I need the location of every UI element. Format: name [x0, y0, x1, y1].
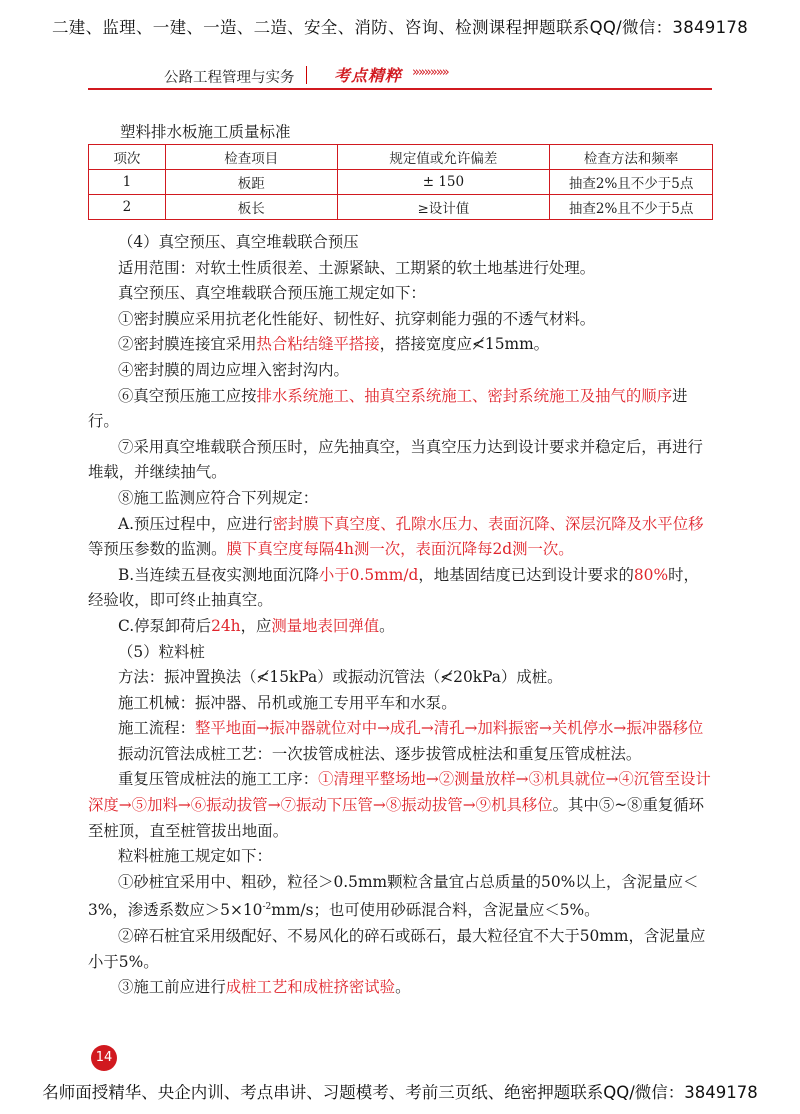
table-header-cell: 检查方法和频率 — [550, 145, 713, 170]
highlight-text: 小于0.5mm/d — [318, 565, 419, 584]
text-run: ，搭接宽度应≮15mm。 — [379, 335, 550, 354]
text-run: 进行。 — [88, 386, 688, 431]
text-run: ②密封膜连接宜采用 — [118, 335, 257, 354]
text-run: ①砂桩宜采用中、粗砂，粒径＞0.5mm颗粒含量宜占总质量的50%以上，含泥量应＜3%，渗透系数应＞5×10 — [88, 872, 699, 920]
text-run: B.当连续五昼夜实测地面沉降 — [118, 565, 319, 584]
page-header — [88, 62, 712, 90]
text-run: 。 — [395, 978, 411, 997]
paragraph: 方法：振冲置换法（≮15kPa）或振动沉管法（≮20kPa）成桩。 — [118, 668, 563, 687]
text-run: 施工流程： — [118, 719, 195, 738]
paragraph — [88, 614, 714, 640]
paragraph — [88, 332, 714, 358]
table-cell: 1 — [89, 170, 166, 195]
highlight-text: 24h — [211, 616, 241, 635]
table-cell: 抽查2%且不少于5点 — [550, 195, 713, 220]
quality-standard-table — [88, 144, 713, 220]
text-run: C.停泵卸荷后 — [118, 616, 212, 635]
text-run: 。 — [379, 616, 395, 635]
table-header-cell: 规定值或允许偏差 — [337, 145, 550, 170]
text-run: 时，经验收，即可终止抽真空。 — [88, 565, 699, 610]
paragraph: （5）粒料桩 — [118, 642, 205, 661]
highlight-text: 密封膜下真空度、孔隙水压力、表面沉降、深层沉降及水平位移 — [272, 514, 704, 533]
text-run: ③施工前应进行 — [118, 978, 226, 997]
table-header-cell: 项次 — [89, 145, 166, 170]
text-run: A.预压过程中，应进行 — [118, 514, 273, 533]
header-rule — [88, 88, 712, 90]
paragraph: （4）真空预压、真空堆载联合预压 — [118, 233, 359, 251]
text-run: ⑥真空预压施工应按 — [118, 386, 257, 405]
text-run: mm/s；也可使用砂砾混合料，含泥量应＜5%。 — [271, 901, 600, 920]
book-title: 公路工程管理与实务 — [164, 70, 295, 86]
text-run: ，地基固结度已达到设计要求的 — [418, 565, 634, 584]
highlight-text: 排水系统施工、抽真空系统施工、密封系统施工及抽气的顺序 — [256, 386, 673, 405]
text-run: ，应 — [240, 616, 272, 635]
highlight-text: 膜下真空度每隔4h测一次，表面沉降每2d测一次。 — [226, 540, 574, 559]
section-tag: 考点精粹 — [334, 66, 403, 85]
paragraph — [88, 512, 714, 563]
paragraph: 振动沉管法成桩工艺：一次拔管成桩法、逐步拔管成桩法和重复压管成桩法。 — [118, 744, 642, 763]
table-title: 塑料排水板施工质量标准 — [120, 123, 291, 141]
paragraph — [88, 384, 714, 435]
text-run: 等预压参数的监测。 — [88, 540, 227, 559]
paragraph: ⑧施工监测应符合下列规定： — [118, 488, 319, 507]
paragraph: 适用范围：对软土性质很差、土源紧缺、工期紧的软土地基进行处理。 — [118, 258, 596, 277]
table-header-cell: 检查项目 — [165, 145, 337, 170]
text-run: 重复压管成桩法的施工工序： — [118, 770, 319, 789]
top-contact-banner: 二建、监理、一建、一造、二造、安全、消防、咨询、检测课程押题联系QQ/微信：3849178 — [51, 18, 749, 37]
paragraph: 真空预压、真空堆载联合预压施工规定如下： — [118, 284, 426, 303]
highlight-text: ①清理平整场地→②测量放样→③机具就位→④沉管至设计深度→⑤加料→⑥振动拔管→⑦振动下压管→⑧振动拔管→⑨机具移位 — [88, 770, 711, 815]
table-cell: 2 — [89, 195, 166, 220]
paragraph: ④密封膜的周边应埋入密封沟内。 — [118, 360, 349, 379]
paragraph — [88, 767, 714, 844]
body-text — [88, 230, 714, 1001]
table-cell: 板长 — [165, 195, 337, 220]
table-row — [89, 170, 713, 195]
table-cell: ≥设计值 — [337, 195, 550, 220]
header-divider — [306, 66, 307, 84]
table-row — [89, 195, 713, 220]
highlight-text: 80% — [633, 565, 669, 584]
paragraph — [88, 716, 714, 742]
paragraph: 施工机械：振冲器、吊机或施工专用平车和水泵。 — [118, 693, 457, 712]
paragraph — [88, 563, 714, 614]
table-cell: ± 150 — [337, 170, 550, 195]
chevron-arrows-icon: »»»»»» — [412, 65, 448, 80]
superscript: -2 — [262, 902, 272, 913]
paragraph: 粒料桩施工规定如下： — [118, 847, 272, 866]
highlight-text: 成桩工艺和成桩挤密试验 — [225, 978, 396, 997]
highlight-text: 测量地表回弹值 — [271, 616, 380, 635]
paragraph: ⑦采用真空堆载联合预压时，应先抽真空，当真空压力达到设计要求并稳定后，再进行堆载，并继续抽气。 — [88, 437, 703, 482]
table-cell: 抽查2%且不少于5点 — [550, 170, 713, 195]
paragraph — [88, 870, 714, 924]
highlight-text: 热合粘结缝平搭接 — [256, 335, 380, 354]
table-cell: 板距 — [165, 170, 337, 195]
paragraph: ①密封膜应采用抗老化性能好、韧性好、抗穿刺能力强的不透气材料。 — [118, 309, 596, 328]
bottom-contact-banner: 名师面授精华、央企内训、考点串讲、习题模考、考前三页纸、绝密押题联系QQ/微信：3849178 — [42, 1083, 758, 1102]
text-run: 。其中⑤~⑧重复循环至桩顶，直至桩管拔出地面。 — [88, 796, 705, 840]
highlight-text: 整平地面→振冲器就位对中→成孔→清孔→加料振密→关机停水→振冲器移位 — [194, 719, 704, 738]
page-number-badge: 14 — [91, 1045, 117, 1071]
paragraph — [88, 975, 714, 1001]
paragraph: ②碎石桩宜采用级配好、不易风化的碎石或砾石，最大粒径宜不大于50mm，含泥量应小于5%。 — [88, 927, 706, 971]
table-header-row — [89, 145, 713, 170]
